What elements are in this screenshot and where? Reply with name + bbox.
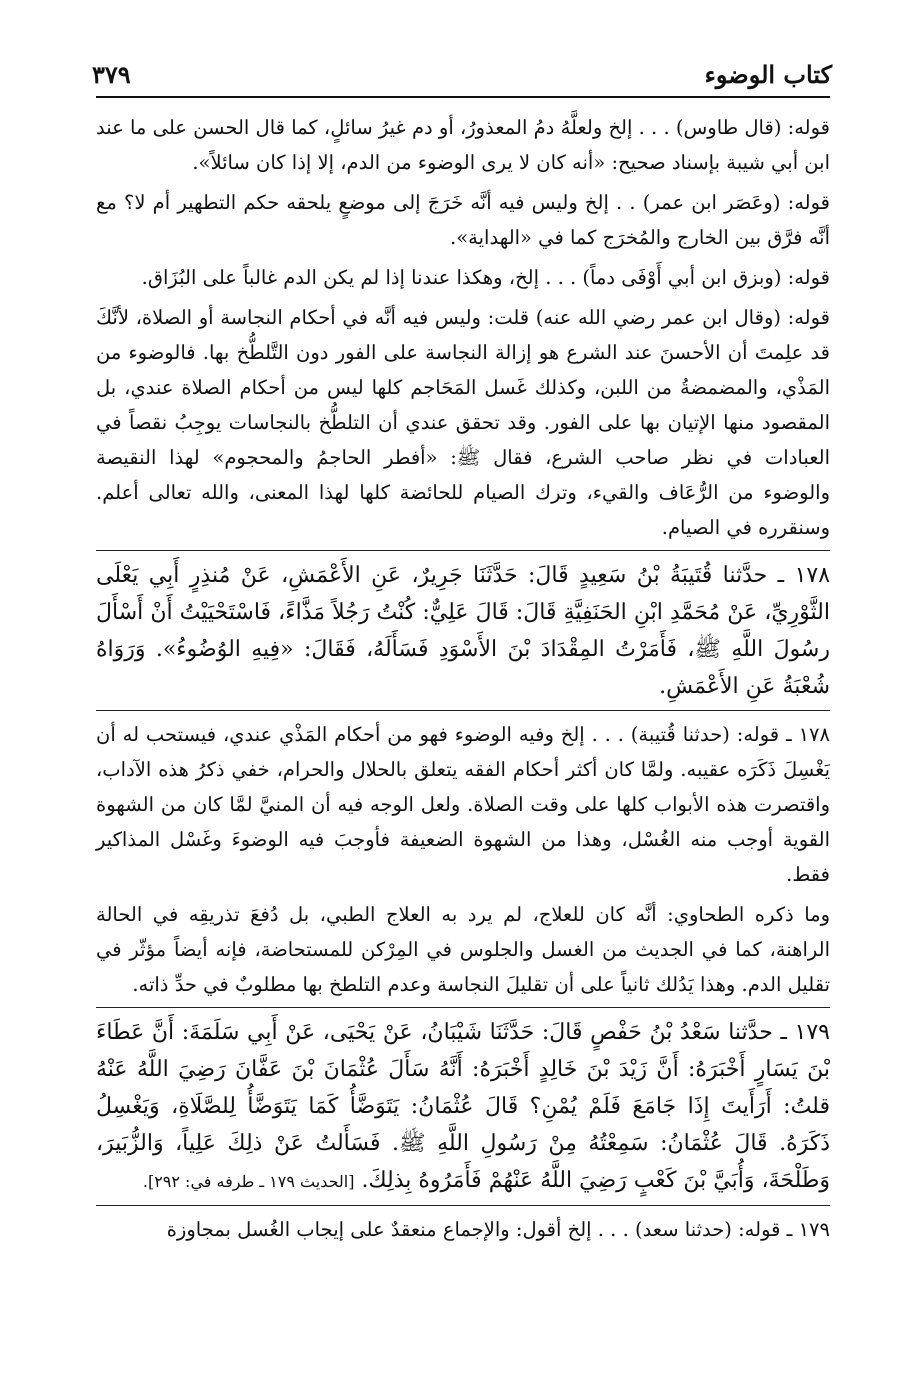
hadith-text bbox=[96, 1014, 830, 1200]
commentary-paragraph: قوله: (قال طاوس) . . . إلخ ولعلَّهُ دمُ المعذورُ، أو دم غيرُ سائلٍ، كما قال الحسن على ما عند ابن أبي شيبة بإسناد صحيح: «أنه كان لا يرى الوضوء من الدم، إلا إذا كان سائلاً». bbox=[96, 116, 830, 174]
page-header bbox=[92, 58, 832, 90]
commentary-paragraph: قوله: (وعَصَر ابن عمر) . . إلخ وليس فيه أنَّه خَرَجَ إلى موضعٍ يلحقه حكم التطهير أم لا؟ مع أنَّه فرَّق بين الخارج والمُخرَج كما في «الهداية». bbox=[96, 191, 830, 249]
section-divider bbox=[96, 1007, 830, 1008]
page-number: ٣٧٩ bbox=[92, 59, 131, 89]
section-divider bbox=[96, 710, 830, 711]
section-divider bbox=[96, 1205, 830, 1206]
commentary-paragraph: قوله: (وبزق ابن أبي أَوْفَى دماً) . . . إلخ، وهكذا عندنا إذا لم يكن الدم غالباً على البُزَاق. bbox=[141, 266, 830, 289]
hadith-reference: [الحديث ١٧٩ ـ طرفه في: ٢٩٢]. bbox=[142, 1172, 355, 1191]
commentary-paragraph: وما ذكره الطحاوي: أنَّه كان للعلاج، لم يرد به العلاج الطبي، بل دُفعَ تذريقِه في الحالة الراهنة، كما في الجديث من الغسل والجلوس في المِرْكن للمستحاضة، فإنه أيضاً مؤثّر في تقليل الدم. وهذا يَدُلك ثانياً على أن تقليلَ النجاسة وعدم التلطخ بها مطلوبٌ في حدِّ ذاته. bbox=[96, 903, 830, 996]
hadith-text: ١٧٨ ـ حدَّثنا قُتَيبَةُ بْنُ سَعِيدٍ قَالَ: حَدَّثَنَا جَرِيرٌ، عَنِ الأَعْمَشِ، عَنْ مُنذِرٍ أَبِي يَعْلَى الثَّوْرِيِّ، عَنْ مُحَمَّدِ ابْنِ الحَنَفِيَّةِ قَالَ: قَالَ عَلِيٌّ: كُنْتُ رَجُلاً مَذَّاءً، فَاسْتَحْيَيْتُ أَنْ أَسْأَلَ رسُولَ اللَّهِ ﷺ، فَأَمَرْتُ المِقْدَادَ بْنَ الأَسْوَدِ فَسَأَلَهُ، فَقَالَ: «فِيهِ الوُضُوءُ». وَرَوَاهُ شُعْبَةُ عَنِ الأَعْمَشِ. bbox=[96, 563, 831, 699]
page-body bbox=[96, 110, 830, 1252]
hadith-body: ١٧٩ ـ حدَّثنا سَعْدُ بْنُ حَفْصٍ قَالَ: حَدَّثَنَا شَيْبَانُ، عَنْ يَحْيَى، عَنْ أَبِي سَلَمَةَ: أَنَّ عَطَاءَ بْنَ يَسَارٍ أَخْبَرَهُ: أَنَّ زَيْدَ بْنَ خَالِدٍ أَخْبَرَهُ: أَنَّهُ سَأَلَ عُثْمَانَ بْنَ عَفَّانَ رَضِيَ اللَّهُ عَنْهُ قلتُ: أَرَأَيتَ إِذَا جَامَعَ فَلَمْ يُمْنِ؟ قَالَ عُثْمَانُ: يَتَوَضَّأُ كَمَا يَتَوَضَّأُ لِلصَّلَاةِ، وَيَغْسِلُ ذَكَرَهُ. قَالَ عُثْمَانُ: سَمِعْتُهُ مِنْ رَسُولِ اللَّهِ ﷺ. فَسَأَلتُ عَنْ ذلِكَ عَلِياً، وَالزُّبَيرَ، وَطَلْحَةَ، وَأُبَيَّ بْنَ كَعْبٍ رَضِيَ اللَّهُ عَنْهُمْ فَأَمَرُوهُ بِذلِكَ. bbox=[96, 1020, 830, 1193]
section-divider bbox=[96, 550, 830, 551]
commentary-paragraph: ١٧٨ ـ قوله: (حدثنا قُتيبة) . . . إلخ وفيه الوضوء فهو من أحكام المَذْي عندي، فيستحب له أن يَغْسِلَ ذَكَرَه عقيبه. ولمَّا كان أكثر أحكام الفقه يتعلق بالحلال والحرام، خفي ذكرُ هذه الآداب، واقتصرت هذه الأبواب كلها على وقت الصلاة. ولعل الوجه فيه أن المنيَّ لمَّا كان من الشهوة القوية أوجب منه الغُسْل، وهذا من الشهوة الضعيفة فأوجبَ فيه الوضوءَ وغَسْل المذاكير فقط. bbox=[96, 723, 830, 886]
header-divider bbox=[96, 96, 830, 98]
commentary-paragraph: قوله: (وقال ابن عمر رضي الله عنه) قلت: وليس فيه أنَّه في أحكام النجاسة أو الصلاة، لأنَّكَ قد علِمتَ أن الأحسنَ عند الشرع هو إزالة النجاسة على الفور دون التَّلطُّخ بها. فالوضوء من المَذْي، والمضمضةُ من اللبن، وكذلك غَسل المَحَاجم كلها ليس من أحكام الصلاة عندي، بل المقصود منها الإتيان بها على الفور. وقد تحقق عندي أن التلطُّخ بالنجاسات يوجِبُ نقصاً في العبادات في نظر صاحب الشرع، فقال ﷺ: «أفطر الحاجمُ والمحجوم» لهذا النقيصة والوضوء من الرُّعَاف والقيء، وترك الصيام للحائضة كلها لهذا المعنى، والله تعالى أعلم. وسنقرره في الصيام. bbox=[96, 306, 830, 539]
book-title: كتاب الوضوء bbox=[704, 59, 832, 89]
commentary-paragraph: ١٧٩ ـ قوله: (حدثنا سعد) . . . إلخ أقول: والإجماع منعقدٌ على إيجاب الغُسل بمجاوزة bbox=[166, 1218, 830, 1241]
